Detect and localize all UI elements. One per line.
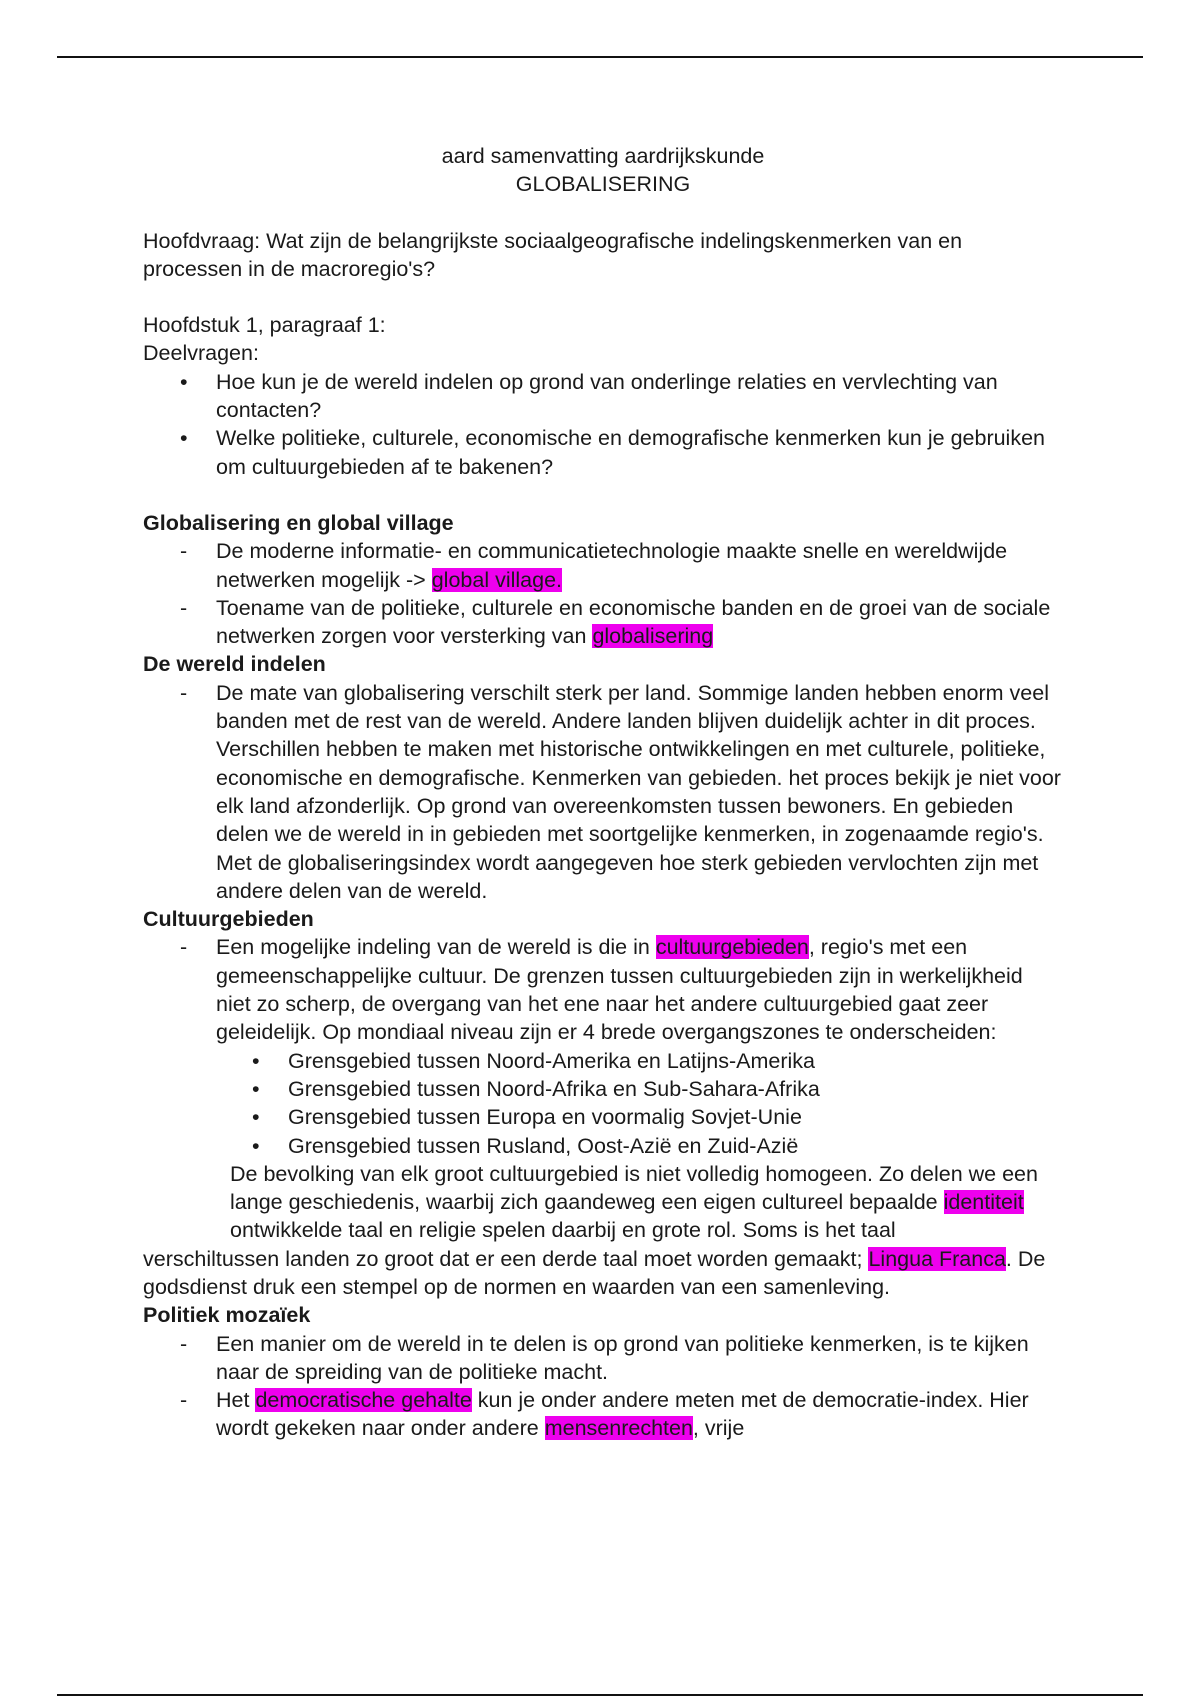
section-heading-global-village: Globalisering en global village xyxy=(143,510,454,535)
list-item: - De moderne informatie- en communicatietechnologie maakte snelle en wereldwijde netwerken mogelijk -> global village. xyxy=(143,537,1063,594)
highlight: cultuurgebieden xyxy=(655,935,809,960)
sub-question-item: • Hoe kun je de wereld indelen op grond van onderlinge relaties en vervlechting van contacten? xyxy=(143,368,1063,425)
highlight: globalisering xyxy=(592,624,714,649)
zone-item: • Grensgebied tussen Europa en voormalig Sovjet-Unie xyxy=(143,1103,1063,1131)
highlight: democratische gehalte xyxy=(255,1388,472,1413)
list-item: - Het democratische gehalte kun je onder andere meten met de democratie-index. Hier wordt gekeken naar onder andere mensenrechten, vrije xyxy=(143,1386,1063,1443)
highlight: identiteit xyxy=(943,1190,1024,1215)
highlight: global village. xyxy=(431,567,562,592)
zone-item: • Grensgebied tussen Noord-Amerika en Latijns-Amerika xyxy=(143,1047,1063,1075)
zone-item: • Grensgebied tussen Noord-Afrika en Sub-Sahara-Afrika xyxy=(143,1075,1063,1103)
sub-question-item: • Welke politieke, culturele, economische en demografische kenmerken kun je gebruiken om cultuurgebieden af te bakenen? xyxy=(143,424,1063,481)
chapter-label: Hoofdstuk 1, paragraaf 1: xyxy=(143,313,386,338)
list-item: - Een manier om de wereld in te delen is op grond van politieke kenmerken, is te kijken naar de spreiding van de politieke macht. xyxy=(143,1330,1063,1387)
document-title: aard samenvatting aardrijkskunde xyxy=(441,144,765,168)
paragraph: ontwikkelde taal en religie spelen daarbij en grote rol. Soms is het taal xyxy=(230,1218,896,1243)
bottom-rule xyxy=(57,1694,1143,1696)
list-item: - Een mogelijke indeling van de wereld is die in cultuurgebieden, regio's met een gemeenschappelijke cultuur. De grenzen tussen cultuurgebieden zijn in werkelijkheid niet zo scherp, de overgang van het ene naar het andere cultuurgebied gaat zeer geleidelijk. Op mondiaal niveau zijn er 4 brede overgangszones te onderscheiden: xyxy=(143,933,1063,1046)
main-question: Hoofdvraag: Wat zijn de belangrijkste sociaalgeografische indelingskenmerken van en processen in de macroregio's? xyxy=(143,228,963,281)
highlight: mensenrechten xyxy=(544,1416,693,1441)
document-body xyxy=(143,142,1063,1443)
paragraph: De bevolking van elk groot cultuurgebied is niet volledig homogeen. Zo delen we een lange geschiedenis, waarbij zich gaandeweg een eigen cultureel bepaalde identiteit xyxy=(230,1161,1038,1215)
document-subtitle: GLOBALISERING xyxy=(515,172,691,197)
sub-questions-label: Deelvragen: xyxy=(143,341,259,366)
list-item: - Toename van de politieke, culturele en economische banden en de groei van de sociale netwerken zorgen voor versterking van globalisering xyxy=(143,594,1063,651)
zone-item: • Grensgebied tussen Rusland, Oost-Azië en Zuid-Azië xyxy=(143,1132,1063,1160)
section-heading-wereld-indelen: De wereld indelen xyxy=(143,652,326,677)
section-heading-cultuurgebieden: Cultuurgebieden xyxy=(143,907,314,932)
paragraph: verschiltussen landen zo groot dat er een derde taal moet worden gemaakt; Lingua Franca. De godsdienst druk een stempel op de normen en waarden van een samenleving. xyxy=(143,1246,1046,1299)
section-heading-politiek-mozaiek: Politiek mozaïek xyxy=(143,1303,311,1328)
top-rule xyxy=(57,56,1143,58)
highlight: Lingua Franca xyxy=(868,1246,1006,1271)
list-item: - De mate van globalisering verschilt sterk per land. Sommige landen hebben enorm veel banden met de rest van de wereld. Andere landen blijven duidelijk achter in dit proces. Verschillen hebben te maken met historische ontwikkelingen en met culturele, politieke, economische en demografische. Kenmerken van gebieden. het proces bekijk je niet voor elk land afzonderlijk. Op grond van overeenkomsten tussen bewoners. En gebieden delen we de wereld in in gebieden met soortgelijke kenmerken, in zogenaamde regio's. Met de globaliseringsindex wordt aangegeven hoe sterk gebieden vervlochten zijn met andere delen van de wereld. xyxy=(143,679,1063,905)
